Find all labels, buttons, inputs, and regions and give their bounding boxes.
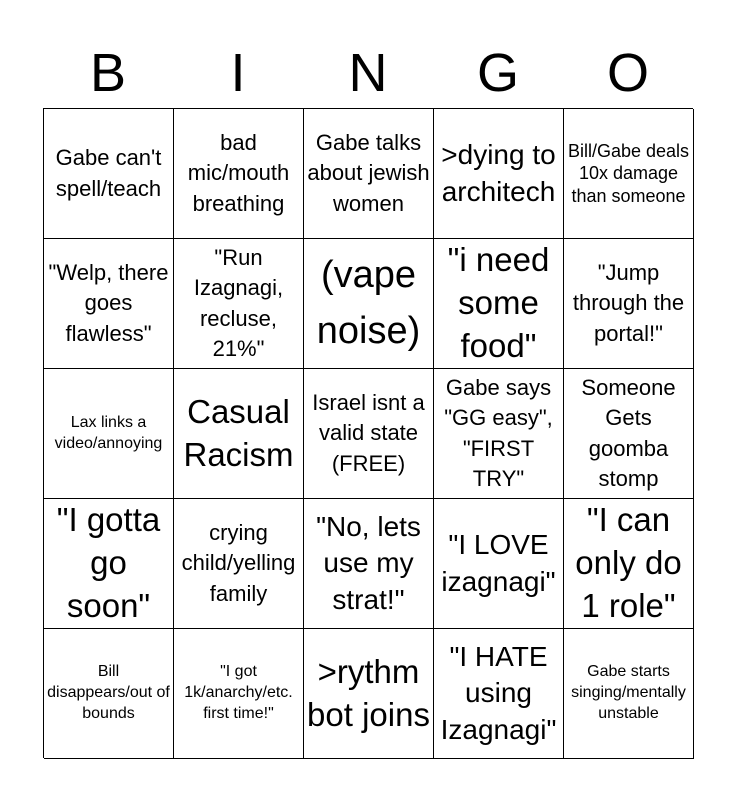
bingo-cell[interactable] <box>434 629 564 759</box>
bingo-cell-text: "No, lets use my strat!" <box>316 510 421 615</box>
bingo-cell-text: (vape noise) <box>316 254 421 352</box>
bingo-cell[interactable] <box>174 499 304 629</box>
bingo-cell-text: "I gotta go soon" <box>56 501 161 624</box>
bingo-cell[interactable] <box>44 109 174 239</box>
bingo-cell[interactable] <box>304 629 434 759</box>
bingo-card-grid <box>43 108 693 758</box>
bingo-cell[interactable] <box>434 369 564 499</box>
bingo-cell-text: Gabe says "GG easy", "FIRST TRY" <box>444 374 553 491</box>
header-letter-o: O <box>606 43 649 103</box>
bingo-cell-text: Gabe starts singing/mentally unstable <box>571 663 686 722</box>
bingo-cell[interactable] <box>434 109 564 239</box>
bingo-cell-text: "I got 1k/anarchy/etc. first time!" <box>184 663 293 722</box>
bingo-cell[interactable] <box>304 369 434 499</box>
header-letter-g: G <box>476 43 519 103</box>
bingo-cell[interactable] <box>44 499 174 629</box>
bingo-cell[interactable] <box>564 109 694 239</box>
bingo-cell-text: "I HATE using Izagnagi" <box>440 640 557 745</box>
bingo-cell[interactable] <box>174 109 304 239</box>
bingo-cell[interactable] <box>434 499 564 629</box>
bingo-cell-text: Casual Racism <box>183 392 294 473</box>
header-letter-b: B <box>89 43 127 103</box>
bingo-cell[interactable] <box>174 239 304 369</box>
bingo-cell[interactable] <box>44 369 174 499</box>
bingo-cell-text: Bill disappears/out of bounds <box>47 663 170 722</box>
bingo-cell-text: Gabe can't spell/teach <box>55 145 162 201</box>
bingo-cell-text: "Welp, there goes flawless" <box>48 259 169 346</box>
bingo-cell[interactable] <box>44 629 174 759</box>
header-letter-i: I <box>230 43 246 103</box>
bingo-cell-text: Lax links a video/annoying <box>54 413 163 452</box>
bingo-cell-text: "Run Izagnagi, recluse, 21%" <box>193 244 284 361</box>
bingo-cell[interactable] <box>564 239 694 369</box>
bingo-cell-text: "I LOVE izagnagi" <box>441 529 556 597</box>
bingo-cell-text: bad mic/mouth breathing <box>187 129 290 216</box>
bingo-cell[interactable] <box>304 499 434 629</box>
bingo-cell-text: Gabe talks about jewish women <box>307 129 430 216</box>
bingo-cell[interactable] <box>564 499 694 629</box>
bingo-cell-text: >dying to architech <box>441 139 556 207</box>
bingo-cell[interactable] <box>304 109 434 239</box>
bingo-cell[interactable] <box>564 369 694 499</box>
bingo-cell-text: Bill/Gabe deals 10x damage than someone <box>567 140 690 206</box>
bingo-cell-text: Israel isnt a valid state (FREE) <box>312 389 425 476</box>
bingo-cell-text: crying child/yelling family <box>181 519 296 606</box>
bingo-header <box>43 40 693 106</box>
bingo-cell-text: "Jump through the portal!" <box>572 259 685 346</box>
bingo-cell[interactable] <box>434 239 564 369</box>
bingo-cell-free-center[interactable] <box>304 239 434 369</box>
bingo-cell[interactable] <box>174 369 304 499</box>
bingo-cell-text: >rythm bot joins <box>307 652 430 733</box>
bingo-cell-text: Someone Gets goomba stomp <box>581 374 676 491</box>
bingo-cell-text: "i need some food" <box>447 241 550 364</box>
bingo-cell[interactable] <box>564 629 694 759</box>
bingo-cell[interactable] <box>174 629 304 759</box>
bingo-cell[interactable] <box>44 239 174 369</box>
bingo-cell-text: "I can only do 1 role" <box>575 501 682 624</box>
header-letter-n: N <box>348 43 388 103</box>
